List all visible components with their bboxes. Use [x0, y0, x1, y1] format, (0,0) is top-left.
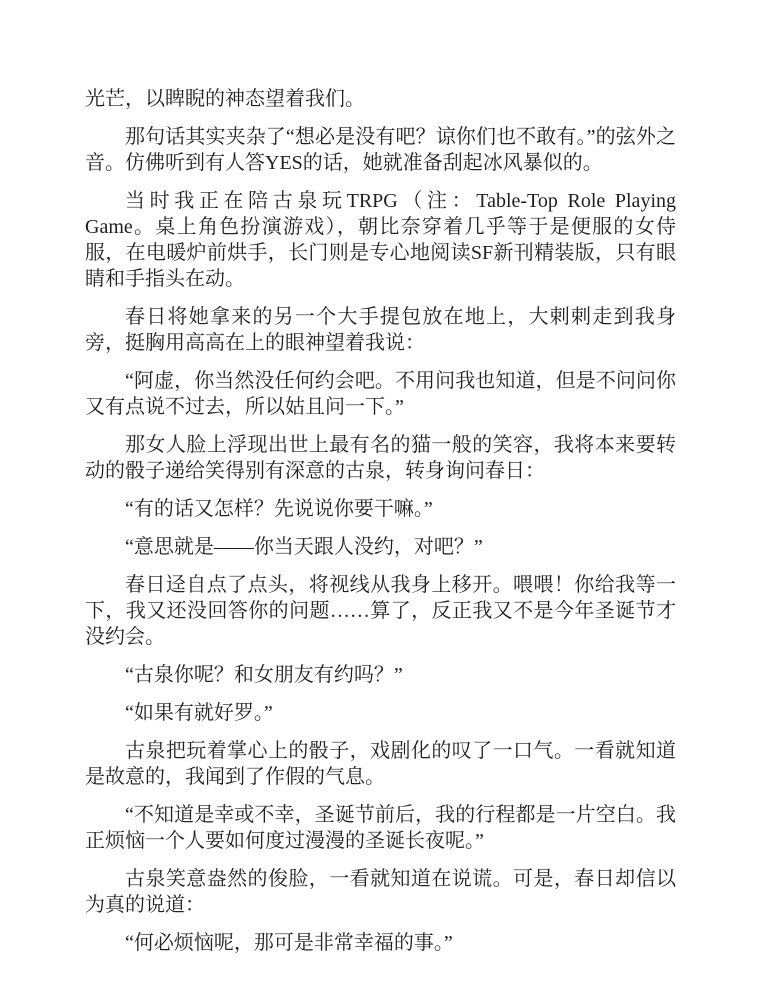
paragraph: “古泉你呢？和女朋友有约吗？”: [125, 664, 403, 686]
paragraph: 那句话其实夹杂了“想必是没有吧？谅你们也不敢有。”的弦外之音。仿佛听到有人答YES的话，她就准备刮起冰风暴似的。: [85, 126, 676, 174]
paragraph: “有的话又怎样？先说说你要干嘛。”: [125, 498, 433, 520]
paragraph: 当时我正在陪古泉玩TRPG（注：Table-Top Role Playing Game。桌上角色扮演游戏），朝比奈穿着几乎等于是便服的女侍服，在电暖炉前烘手，长门则是专心地阅读SF新刊精装版，只有眼睛和手指头在动。: [85, 190, 676, 290]
paragraph: 光芒，以睥睨的神态望着我们。: [85, 88, 365, 110]
paragraph: “意思就是——你当天跟人没约，对吧？”: [125, 536, 483, 558]
paragraph: 古泉笑意盎然的俊脸，一看就知道在说谎。可是，春日却信以为真的说道：: [85, 868, 676, 916]
document-body: [85, 86, 676, 956]
paragraph: “如果有就好罗。”: [125, 702, 273, 724]
paragraph: 春日将她拿来的另一个大手提包放在地上，大剌剌走到我身旁，挺胸用高高在上的眼神望着我说：: [85, 306, 676, 354]
paragraph: 春日迳自点了点头，将视线从我身上移开。喂喂！你给我等一下，我又还没回答你的问题……算了，反正我又不是今年圣诞节才没约会。: [85, 574, 676, 648]
paragraph: “阿虚，你当然没任何约会吧。不用问我也知道，但是不问问你又有点说不过去，所以姑且问一下。”: [85, 370, 676, 418]
paragraph: 那女人脸上浮现出世上最有名的猫一般的笑容，我将本来要转动的骰子递给笑得别有深意的古泉，转身询问春日：: [85, 434, 676, 482]
paragraph: 古泉把玩着掌心上的骰子，戏剧化的叹了一口气。一看就知道是故意的，我闻到了作假的气息。: [85, 740, 676, 788]
paragraph: “不知道是幸或不幸，圣诞节前后，我的行程都是一片空白。我正烦恼一个人要如何度过漫漫的圣诞长夜呢。”: [85, 804, 676, 852]
paragraph: “何必烦恼呢，那可是非常幸福的事。”: [125, 932, 453, 954]
